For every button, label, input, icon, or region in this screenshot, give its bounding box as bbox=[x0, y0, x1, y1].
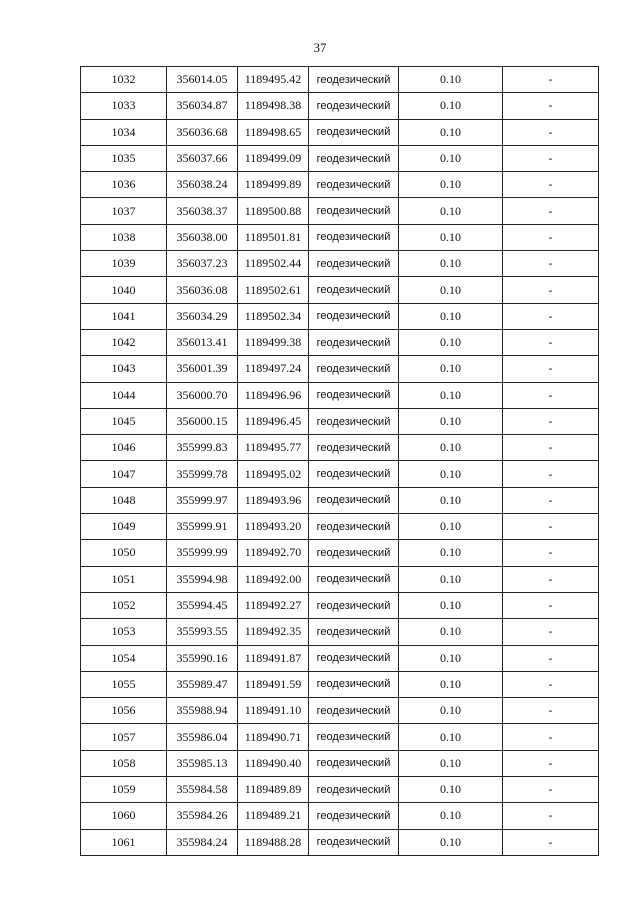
x-coordinate-cell: 355999.99 bbox=[167, 540, 238, 566]
method-cell: геодезический bbox=[309, 277, 399, 303]
note-cell: - bbox=[503, 67, 599, 93]
coordinates-table bbox=[80, 66, 599, 856]
x-coordinate-cell: 355999.83 bbox=[167, 435, 238, 461]
x-coordinate-cell: 356000.15 bbox=[167, 408, 238, 434]
x-coordinate-cell: 356038.00 bbox=[167, 224, 238, 250]
note-cell: - bbox=[503, 592, 599, 618]
x-coordinate-cell: 355999.97 bbox=[167, 487, 238, 513]
accuracy-cell: 0.10 bbox=[399, 461, 503, 487]
method-cell: геодезический bbox=[309, 698, 399, 724]
x-coordinate-cell: 356036.68 bbox=[167, 119, 238, 145]
method-cell: геодезический bbox=[309, 777, 399, 803]
table-row bbox=[81, 566, 599, 592]
x-coordinate-cell: 356034.87 bbox=[167, 93, 238, 119]
method-cell: геодезический bbox=[309, 487, 399, 513]
method-cell: геодезический bbox=[309, 303, 399, 329]
y-coordinate-cell: 1189492.35 bbox=[238, 619, 309, 645]
point-number-cell: 1037 bbox=[81, 198, 167, 224]
y-coordinate-cell: 1189488.28 bbox=[238, 829, 309, 855]
table-row bbox=[81, 829, 599, 855]
accuracy-cell: 0.10 bbox=[399, 671, 503, 697]
method-cell: геодезический bbox=[309, 461, 399, 487]
note-cell: - bbox=[503, 198, 599, 224]
note-cell: - bbox=[503, 145, 599, 171]
x-coordinate-cell: 355990.16 bbox=[167, 645, 238, 671]
note-cell: - bbox=[503, 461, 599, 487]
table-row bbox=[81, 645, 599, 671]
x-coordinate-cell: 356000.70 bbox=[167, 382, 238, 408]
y-coordinate-cell: 1189502.44 bbox=[238, 251, 309, 277]
note-cell: - bbox=[503, 408, 599, 434]
table-row bbox=[81, 303, 599, 329]
accuracy-cell: 0.10 bbox=[399, 645, 503, 671]
accuracy-cell: 0.10 bbox=[399, 592, 503, 618]
method-cell: геодезический bbox=[309, 198, 399, 224]
point-number-cell: 1043 bbox=[81, 356, 167, 382]
x-coordinate-cell: 356036.08 bbox=[167, 277, 238, 303]
y-coordinate-cell: 1189493.20 bbox=[238, 514, 309, 540]
note-cell: - bbox=[503, 777, 599, 803]
note-cell: - bbox=[503, 93, 599, 119]
x-coordinate-cell: 355993.55 bbox=[167, 619, 238, 645]
point-number-cell: 1045 bbox=[81, 408, 167, 434]
note-cell: - bbox=[503, 540, 599, 566]
note-cell: - bbox=[503, 277, 599, 303]
accuracy-cell: 0.10 bbox=[399, 198, 503, 224]
y-coordinate-cell: 1189490.40 bbox=[238, 750, 309, 776]
y-coordinate-cell: 1189502.34 bbox=[238, 303, 309, 329]
accuracy-cell: 0.10 bbox=[399, 119, 503, 145]
y-coordinate-cell: 1189490.71 bbox=[238, 724, 309, 750]
note-cell: - bbox=[503, 303, 599, 329]
method-cell: геодезический bbox=[309, 435, 399, 461]
accuracy-cell: 0.10 bbox=[399, 619, 503, 645]
y-coordinate-cell: 1189499.38 bbox=[238, 329, 309, 355]
point-number-cell: 1047 bbox=[81, 461, 167, 487]
point-number-cell: 1038 bbox=[81, 224, 167, 250]
method-cell: геодезический bbox=[309, 172, 399, 198]
accuracy-cell: 0.10 bbox=[399, 829, 503, 855]
table-row bbox=[81, 487, 599, 513]
note-cell: - bbox=[503, 829, 599, 855]
accuracy-cell: 0.10 bbox=[399, 540, 503, 566]
accuracy-cell: 0.10 bbox=[399, 251, 503, 277]
method-cell: геодезический bbox=[309, 382, 399, 408]
method-cell: геодезический bbox=[309, 67, 399, 93]
point-number-cell: 1040 bbox=[81, 277, 167, 303]
method-cell: геодезический bbox=[309, 671, 399, 697]
coordinates-table-body bbox=[81, 67, 599, 856]
y-coordinate-cell: 1189499.89 bbox=[238, 172, 309, 198]
y-coordinate-cell: 1189496.96 bbox=[238, 382, 309, 408]
point-number-cell: 1035 bbox=[81, 145, 167, 171]
note-cell: - bbox=[503, 382, 599, 408]
x-coordinate-cell: 355984.26 bbox=[167, 803, 238, 829]
x-coordinate-cell: 355999.78 bbox=[167, 461, 238, 487]
method-cell: геодезический bbox=[309, 619, 399, 645]
y-coordinate-cell: 1189496.45 bbox=[238, 408, 309, 434]
accuracy-cell: 0.10 bbox=[399, 356, 503, 382]
accuracy-cell: 0.10 bbox=[399, 698, 503, 724]
point-number-cell: 1051 bbox=[81, 566, 167, 592]
accuracy-cell: 0.10 bbox=[399, 750, 503, 776]
table-row bbox=[81, 619, 599, 645]
accuracy-cell: 0.10 bbox=[399, 803, 503, 829]
method-cell: геодезический bbox=[309, 645, 399, 671]
note-cell: - bbox=[503, 750, 599, 776]
table-row bbox=[81, 461, 599, 487]
table-row bbox=[81, 671, 599, 697]
accuracy-cell: 0.10 bbox=[399, 382, 503, 408]
point-number-cell: 1049 bbox=[81, 514, 167, 540]
note-cell: - bbox=[503, 119, 599, 145]
point-number-cell: 1048 bbox=[81, 487, 167, 513]
accuracy-cell: 0.10 bbox=[399, 67, 503, 93]
method-cell: геодезический bbox=[309, 750, 399, 776]
x-coordinate-cell: 356014.05 bbox=[167, 67, 238, 93]
accuracy-cell: 0.10 bbox=[399, 435, 503, 461]
point-number-cell: 1054 bbox=[81, 645, 167, 671]
point-number-cell: 1061 bbox=[81, 829, 167, 855]
table-row bbox=[81, 251, 599, 277]
y-coordinate-cell: 1189495.42 bbox=[238, 67, 309, 93]
table-row bbox=[81, 382, 599, 408]
y-coordinate-cell: 1189489.21 bbox=[238, 803, 309, 829]
accuracy-cell: 0.10 bbox=[399, 172, 503, 198]
accuracy-cell: 0.10 bbox=[399, 329, 503, 355]
table-row bbox=[81, 408, 599, 434]
table-row bbox=[81, 592, 599, 618]
note-cell: - bbox=[503, 329, 599, 355]
y-coordinate-cell: 1189492.00 bbox=[238, 566, 309, 592]
note-cell: - bbox=[503, 803, 599, 829]
y-coordinate-cell: 1189499.09 bbox=[238, 145, 309, 171]
table-row bbox=[81, 435, 599, 461]
y-coordinate-cell: 1189498.65 bbox=[238, 119, 309, 145]
point-number-cell: 1039 bbox=[81, 251, 167, 277]
table-row bbox=[81, 67, 599, 93]
point-number-cell: 1036 bbox=[81, 172, 167, 198]
point-number-cell: 1042 bbox=[81, 329, 167, 355]
x-coordinate-cell: 355994.98 bbox=[167, 566, 238, 592]
table-row bbox=[81, 198, 599, 224]
accuracy-cell: 0.10 bbox=[399, 514, 503, 540]
x-coordinate-cell: 356013.41 bbox=[167, 329, 238, 355]
note-cell: - bbox=[503, 224, 599, 250]
y-coordinate-cell: 1189495.02 bbox=[238, 461, 309, 487]
note-cell: - bbox=[503, 698, 599, 724]
x-coordinate-cell: 356037.23 bbox=[167, 251, 238, 277]
accuracy-cell: 0.10 bbox=[399, 566, 503, 592]
x-coordinate-cell: 355984.58 bbox=[167, 777, 238, 803]
point-number-cell: 1053 bbox=[81, 619, 167, 645]
method-cell: геодезический bbox=[309, 514, 399, 540]
point-number-cell: 1032 bbox=[81, 67, 167, 93]
table-row bbox=[81, 145, 599, 171]
method-cell: геодезический bbox=[309, 251, 399, 277]
point-number-cell: 1041 bbox=[81, 303, 167, 329]
note-cell: - bbox=[503, 435, 599, 461]
accuracy-cell: 0.10 bbox=[399, 487, 503, 513]
method-cell: геодезический bbox=[309, 829, 399, 855]
method-cell: геодезический bbox=[309, 540, 399, 566]
point-number-cell: 1046 bbox=[81, 435, 167, 461]
method-cell: геодезический bbox=[309, 145, 399, 171]
table-row bbox=[81, 119, 599, 145]
accuracy-cell: 0.10 bbox=[399, 777, 503, 803]
method-cell: геодезический bbox=[309, 803, 399, 829]
point-number-cell: 1034 bbox=[81, 119, 167, 145]
y-coordinate-cell: 1189491.59 bbox=[238, 671, 309, 697]
y-coordinate-cell: 1189497.24 bbox=[238, 356, 309, 382]
y-coordinate-cell: 1189492.27 bbox=[238, 592, 309, 618]
note-cell: - bbox=[503, 251, 599, 277]
method-cell: геодезический bbox=[309, 566, 399, 592]
point-number-cell: 1055 bbox=[81, 671, 167, 697]
accuracy-cell: 0.10 bbox=[399, 303, 503, 329]
x-coordinate-cell: 355994.45 bbox=[167, 592, 238, 618]
x-coordinate-cell: 355999.91 bbox=[167, 514, 238, 540]
x-coordinate-cell: 356034.29 bbox=[167, 303, 238, 329]
accuracy-cell: 0.10 bbox=[399, 224, 503, 250]
table-row bbox=[81, 514, 599, 540]
table-row bbox=[81, 540, 599, 566]
accuracy-cell: 0.10 bbox=[399, 145, 503, 171]
x-coordinate-cell: 355984.24 bbox=[167, 829, 238, 855]
table-row bbox=[81, 93, 599, 119]
x-coordinate-cell: 356001.39 bbox=[167, 356, 238, 382]
accuracy-cell: 0.10 bbox=[399, 408, 503, 434]
table-row bbox=[81, 777, 599, 803]
table-row bbox=[81, 172, 599, 198]
note-cell: - bbox=[503, 724, 599, 750]
note-cell: - bbox=[503, 619, 599, 645]
point-number-cell: 1057 bbox=[81, 724, 167, 750]
y-coordinate-cell: 1189495.77 bbox=[238, 435, 309, 461]
table-row bbox=[81, 224, 599, 250]
y-coordinate-cell: 1189501.81 bbox=[238, 224, 309, 250]
x-coordinate-cell: 355989.47 bbox=[167, 671, 238, 697]
note-cell: - bbox=[503, 671, 599, 697]
method-cell: геодезический bbox=[309, 724, 399, 750]
note-cell: - bbox=[503, 487, 599, 513]
note-cell: - bbox=[503, 514, 599, 540]
y-coordinate-cell: 1189502.61 bbox=[238, 277, 309, 303]
point-number-cell: 1059 bbox=[81, 777, 167, 803]
y-coordinate-cell: 1189492.70 bbox=[238, 540, 309, 566]
point-number-cell: 1052 bbox=[81, 592, 167, 618]
y-coordinate-cell: 1189500.88 bbox=[238, 198, 309, 224]
point-number-cell: 1033 bbox=[81, 93, 167, 119]
y-coordinate-cell: 1189498.38 bbox=[238, 93, 309, 119]
point-number-cell: 1056 bbox=[81, 698, 167, 724]
table-row bbox=[81, 698, 599, 724]
x-coordinate-cell: 356037.66 bbox=[167, 145, 238, 171]
point-number-cell: 1050 bbox=[81, 540, 167, 566]
x-coordinate-cell: 355988.94 bbox=[167, 698, 238, 724]
accuracy-cell: 0.10 bbox=[399, 93, 503, 119]
accuracy-cell: 0.10 bbox=[399, 724, 503, 750]
y-coordinate-cell: 1189491.87 bbox=[238, 645, 309, 671]
page-number: 37 bbox=[313, 40, 327, 55]
note-cell: - bbox=[503, 645, 599, 671]
y-coordinate-cell: 1189491.10 bbox=[238, 698, 309, 724]
table-row bbox=[81, 356, 599, 382]
method-cell: геодезический bbox=[309, 119, 399, 145]
point-number-cell: 1044 bbox=[81, 382, 167, 408]
point-number-cell: 1060 bbox=[81, 803, 167, 829]
point-number-cell: 1058 bbox=[81, 750, 167, 776]
method-cell: геодезический bbox=[309, 408, 399, 434]
method-cell: геодезический bbox=[309, 224, 399, 250]
x-coordinate-cell: 356038.37 bbox=[167, 198, 238, 224]
table-row bbox=[81, 750, 599, 776]
table-row bbox=[81, 277, 599, 303]
method-cell: геодезический bbox=[309, 592, 399, 618]
accuracy-cell: 0.10 bbox=[399, 277, 503, 303]
x-coordinate-cell: 355986.04 bbox=[167, 724, 238, 750]
y-coordinate-cell: 1189489.89 bbox=[238, 777, 309, 803]
method-cell: геодезический bbox=[309, 93, 399, 119]
table-row bbox=[81, 803, 599, 829]
x-coordinate-cell: 356038.24 bbox=[167, 172, 238, 198]
table-row bbox=[81, 724, 599, 750]
note-cell: - bbox=[503, 356, 599, 382]
note-cell: - bbox=[503, 566, 599, 592]
y-coordinate-cell: 1189493.96 bbox=[238, 487, 309, 513]
x-coordinate-cell: 355985.13 bbox=[167, 750, 238, 776]
table-row bbox=[81, 329, 599, 355]
method-cell: геодезический bbox=[309, 356, 399, 382]
method-cell: геодезический bbox=[309, 329, 399, 355]
note-cell: - bbox=[503, 172, 599, 198]
